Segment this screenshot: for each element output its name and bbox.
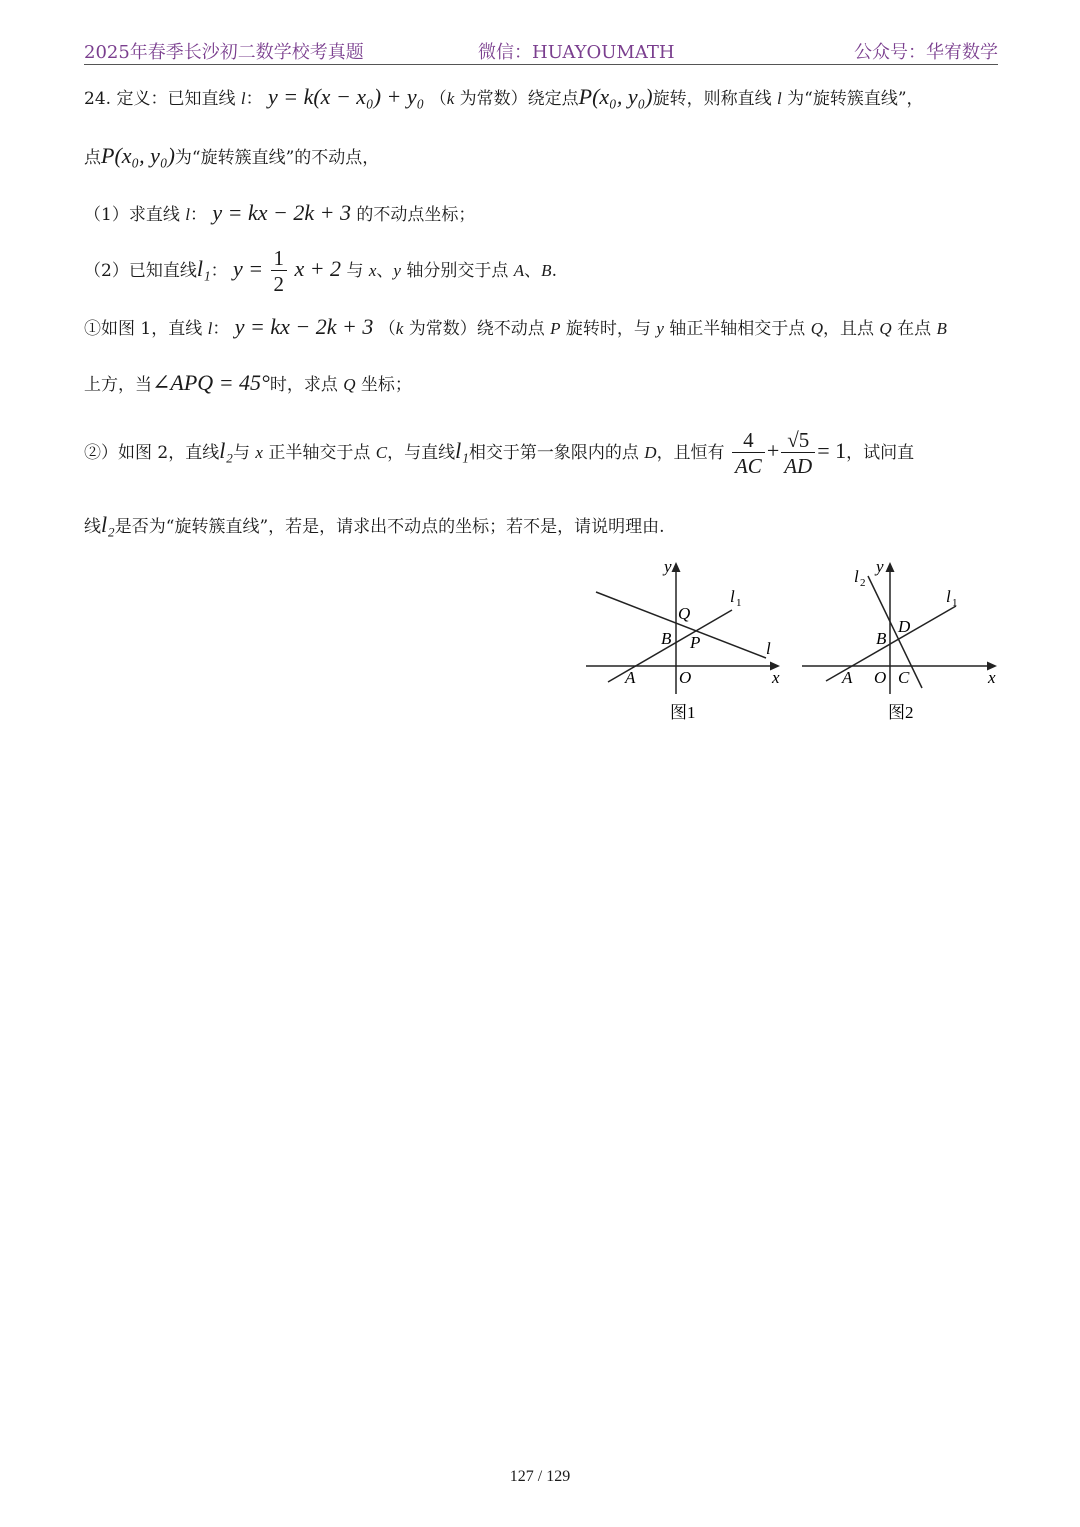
angle-condition: ∠APQ = 45° — [152, 370, 270, 395]
var-x: x — [255, 443, 263, 462]
text: 正半轴交于点 — [262, 443, 376, 463]
var-l2: l₂ — [101, 512, 115, 537]
point-P: P(x₀, y₀) — [578, 84, 653, 109]
var-k: k — [395, 319, 404, 338]
text: （2）已知直线 — [84, 261, 197, 281]
text: 为“旋转簇直线”的不动点， — [174, 148, 380, 168]
equation-part: = 1 — [817, 438, 847, 463]
figure-1-diagram — [584, 554, 790, 729]
label-B: B — [876, 629, 887, 648]
label-x: x — [772, 668, 780, 687]
label-l1: l — [730, 587, 735, 606]
figure-2 — [800, 554, 1006, 733]
fraction-4-over-AC — [732, 428, 765, 479]
text: 与 — [233, 443, 256, 463]
y-axis-arrow — [886, 562, 895, 572]
text: 与 — [346, 261, 369, 281]
var-y: y — [656, 319, 664, 338]
var-y: y — [393, 261, 401, 280]
point-Q: Q — [879, 319, 892, 338]
var-k: k — [446, 89, 455, 108]
var-x: x — [368, 261, 377, 280]
equation-line-l: y = kx − 2k + 3 — [234, 314, 374, 339]
text: 是否为“旋转簇直线”，若是，请求出不动点的坐标；若不是，请说明理由. — [114, 517, 665, 537]
question-2 — [84, 428, 914, 479]
point-B: B — [936, 319, 947, 338]
label-y: y — [876, 557, 884, 576]
text: 、 — [524, 261, 542, 281]
point-P: P(x₀, y₀) — [101, 143, 175, 168]
var-l1: l₁ — [455, 438, 469, 463]
text: ，与直线 — [387, 443, 456, 463]
text: 轴分别交于点 — [400, 261, 514, 281]
var-l: l — [240, 89, 246, 108]
fraction-one-half — [271, 246, 288, 297]
text: 点 — [84, 148, 101, 168]
question-2-cont — [84, 512, 665, 538]
label-l2: l — [854, 567, 859, 586]
text: ： — [212, 319, 230, 339]
text: 时，求点 — [269, 375, 344, 395]
point-A: A — [513, 261, 525, 280]
problem-intro-line-2 — [84, 143, 379, 169]
page-header — [84, 36, 998, 65]
label-y: y — [664, 557, 672, 576]
equation-definition: y = k(x − x₀) + y₀ — [267, 84, 425, 109]
figure-1-caption: 图1 — [670, 703, 696, 722]
fraction-numerator: √5 — [787, 428, 810, 452]
label-l1: l — [946, 587, 951, 606]
var-l: l — [207, 319, 213, 338]
label-O: O — [679, 668, 692, 687]
label-B: B — [661, 629, 672, 648]
question-1 — [84, 314, 947, 340]
text: 线 — [84, 517, 101, 537]
text: 为“旋转簇直线”， — [781, 89, 924, 109]
label-l: l — [766, 639, 771, 658]
text: 在点 — [891, 319, 937, 339]
figure-2-diagram — [800, 554, 1006, 729]
fraction-denominator: 2 — [271, 270, 288, 297]
label-C: C — [898, 668, 910, 687]
label-Q: Q — [678, 604, 691, 623]
text: 坐标； — [355, 375, 412, 395]
text: ，试问直 — [846, 443, 915, 463]
figure-1 — [584, 554, 790, 733]
point-P: P — [550, 319, 561, 338]
fraction-sqrt5-over-AD — [781, 428, 815, 479]
point-D: D — [644, 443, 657, 462]
question-1-cont — [84, 370, 412, 396]
text: ，且点 — [822, 319, 880, 339]
text: ： — [245, 89, 263, 109]
text: 上方，当 — [84, 375, 152, 395]
text: 的不动点坐标； — [356, 205, 476, 225]
text: 24. 定义：已知直线 — [84, 89, 241, 109]
text: 、 — [376, 261, 394, 281]
fraction-numerator: 1 — [273, 246, 285, 270]
point-Q: Q — [343, 375, 356, 394]
plus-sign: + — [766, 438, 780, 463]
text: （ — [378, 319, 396, 339]
header-wechat: 微信：HUAYOUMATH — [478, 42, 675, 63]
fraction-numerator: 4 — [743, 428, 754, 452]
label-x: x — [988, 668, 996, 687]
text: （1）求直线 — [84, 205, 186, 225]
text: ： — [189, 205, 207, 225]
label-A: A — [842, 668, 853, 687]
label-l1-subscript: 1 — [736, 597, 742, 609]
text: 为常数）绕不动点 — [403, 319, 551, 339]
problem-intro-line — [84, 84, 924, 110]
part-2 — [84, 246, 557, 297]
var-l: l — [776, 89, 782, 108]
text: 旋转时，与 — [560, 319, 657, 339]
var-l1: l₁ — [196, 256, 211, 281]
text: . — [551, 261, 557, 281]
text: ，且恒有 — [656, 443, 725, 463]
var-l2: l₂ — [219, 438, 233, 463]
text: 相交于第一象限内的点 — [468, 443, 645, 463]
text: 旋转，则称直线 — [652, 89, 777, 109]
label-D: D — [898, 617, 911, 636]
var-l: l — [185, 205, 190, 224]
label-O: O — [874, 668, 887, 687]
fraction-denominator: AD — [781, 452, 815, 479]
equation-part: x + 2 — [294, 256, 342, 281]
text: ： — [210, 261, 228, 281]
figure-2-caption: 图2 — [888, 703, 914, 722]
point-Q: Q — [810, 319, 823, 338]
label-A: A — [625, 668, 636, 687]
label-P: P — [690, 633, 701, 652]
page-number: 127 / 129 — [509, 1468, 571, 1485]
header-account: 公众号：华宥数学 — [854, 42, 998, 63]
header-title: 2025年春季长沙初二数学校考真题 — [84, 42, 364, 63]
point-C: C — [375, 443, 388, 462]
equation-line-l: y = kx − 2k + 3 — [212, 200, 351, 225]
label-l1-subscript: 1 — [952, 597, 958, 609]
text: ①如图 1，直线 — [84, 319, 208, 339]
point-B: B — [541, 261, 552, 280]
text: （ — [429, 89, 447, 109]
fraction-denominator: AC — [732, 452, 765, 479]
text: ②）如图 2，直线 — [84, 443, 220, 463]
part-1 — [84, 200, 475, 226]
label-l2-subscript: 2 — [860, 577, 866, 589]
y-axis-arrow — [672, 562, 681, 572]
text: 轴正半轴相交于点 — [663, 319, 811, 339]
text: 为常数）绕定点 — [454, 89, 579, 109]
equation-part: y = — [233, 256, 264, 281]
